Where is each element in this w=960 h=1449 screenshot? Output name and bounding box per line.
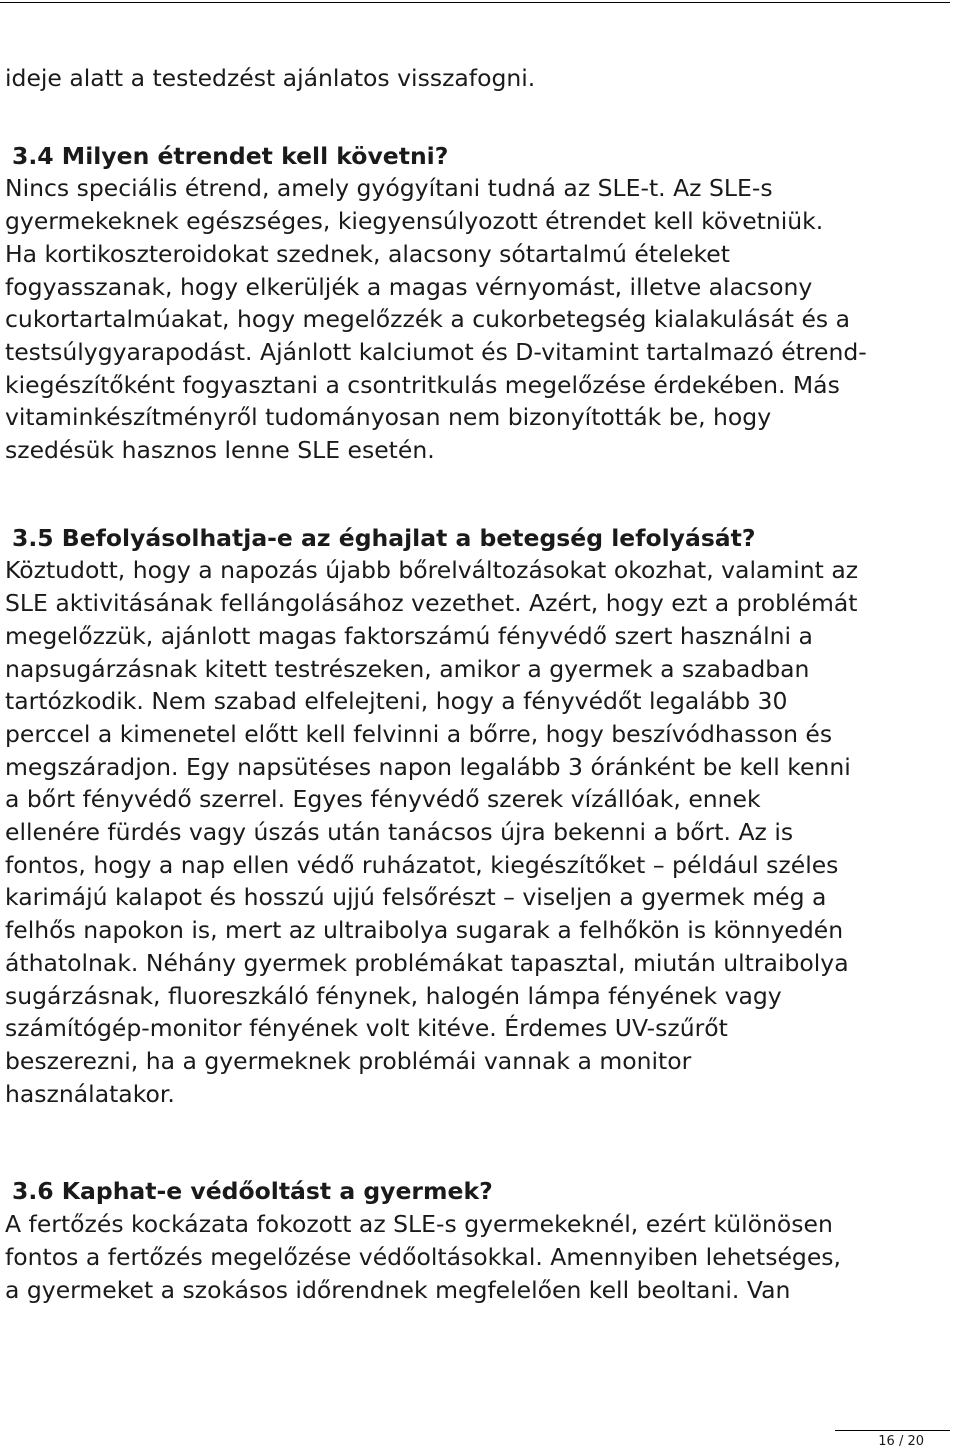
body-line: fontos, hogy a nap ellen védő ruházatot, kiegészítőket – például széles [5,850,839,879]
section-title: 3.6 Kaphat-e védőoltást a gyermek? [12,1177,493,1206]
body-line: karimájú kalapot és hosszú ujjú felsőrészt – viseljen a gyermek még a [5,883,827,912]
body-line: fontos a fertőzés megelőzése védőoltásokkal. Amennyiben lehetséges, [5,1242,842,1271]
page-number: 16 / 20 [878,1434,924,1449]
body-line: tartózkodik. Nem szabad elfelejteni, hogy a fényvédőt legalább 30 [5,687,788,716]
section-title: 3.5 Befolyásolhatja-e az éghajlat a betegség lefolyását? [12,523,756,552]
section-3-6 [5,1175,955,1306]
intro-line: ideje alatt a testedzést ajánlatos visszafogni. [5,64,536,92]
section-3-5 [5,522,955,1111]
body-line: a bőrt fényvédő szerrel. Egyes fényvédő szerek vízállóak, ennek [5,785,761,814]
body-line: használatakor. [5,1079,175,1108]
section-3-4 [5,140,955,467]
body-line: fogyasszanak, hogy elkerüljék a magas vérnyomást, illetve alacsony [5,272,813,301]
body-line: számítógép-monitor fényének volt kitéve. Érdemes UV-szűrőt [5,1014,728,1043]
body-line: szedésük hasznos lenne SLE esetén. [5,436,435,465]
body-line: Ha kortikoszteroidokat szednek, alacsony sótartalmú ételeket [5,239,730,268]
body-line: beszerezni, ha a gyermeknek problémái vannak a monitor [5,1046,692,1075]
body-line: a gyermeket a szokásos időrendnek megfelelően kell beoltani. Van [5,1275,791,1304]
section-title: 3.4 Milyen étrendet kell követni? [12,141,449,170]
body-line: megelőzzük, ajánlott magas faktorszámú fényvédő szert használni a [5,621,813,650]
body-line: SLE aktivitásának fellángolásához vezethet. Azért, hogy ezt a problémát [5,589,858,618]
body-line: testsúlygyarapodást. Ajánlott kalciumot és D-vitamint tartalmazó étrend- [5,337,867,366]
body-line: kiegészítőként fogyasztani a csontritkulás megelőzése érdekében. Más [5,370,840,399]
body-line: A fertőzés kockázata fokozott az SLE-s gyermekeknél, ezért különösen [5,1210,833,1239]
body-line: sugárzásnak, fluoreszkáló fénynek, halogén lámpa fényének vagy [5,981,782,1010]
header-rule [0,2,950,3]
body-line: cukortartalmúakat, hogy megelőzzék a cukorbetegség kialakulását és a [5,305,851,334]
body-line: ellenére fürdés vagy úszás után tanácsos újra bekenni a bőrt. Az is [5,818,794,847]
body-line: megszáradjon. Egy napsütéses napon legalább 3 óránként be kell kenni [5,752,851,781]
body-line: felhős napokon is, mert az ultraibolya sugarak a felhőkön is könnyedén [5,916,844,945]
body-line: Nincs speciális étrend, amely gyógyítani tudná az SLE-t. Az SLE-s [5,174,773,203]
body-line: vitaminkészítményről tudományosan nem bizonyították be, hogy [5,403,772,432]
footer-rule [835,1430,950,1431]
body-line: perccel a kimenetel előtt kell felvinni a bőrre, hogy beszívódhasson és [5,719,833,748]
body-line: Köztudott, hogy a napozás újabb bőrelváltozásokat okozhat, valamint az [5,556,859,585]
body-line: áthatolnak. Néhány gyermek problémákat tapasztal, miután ultraibolya [5,948,849,977]
body-line: napsugárzásnak kitett testrészeken, amikor a gyermek a szabadban [5,654,810,683]
document-body [5,62,955,1306]
body-line: gyermekeknek egészséges, kiegyensúlyozott étrendet kell követniük. [5,207,824,236]
